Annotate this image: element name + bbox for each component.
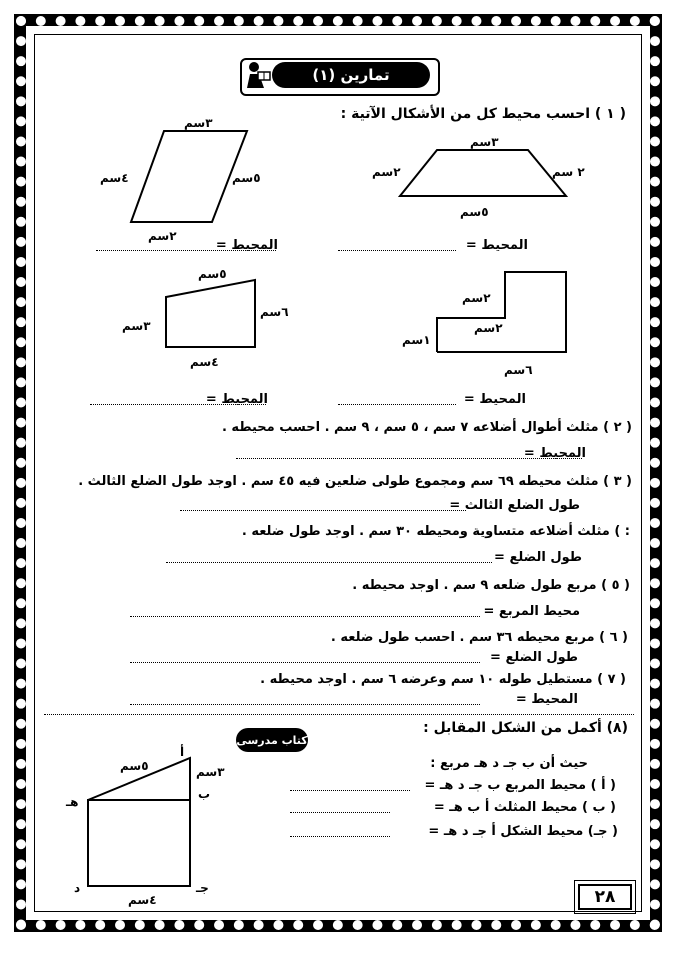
trapezoid-left-label: ٢سم [372, 165, 401, 179]
lshape-perimeter-label: المحيط = [463, 392, 526, 407]
vertex-a-label: أ [180, 745, 185, 759]
trapezoid-right-label: ٢ سم [552, 165, 585, 179]
page-title: تمارين (١) [272, 62, 430, 88]
parallelogram-top-label: ٣سم [184, 116, 213, 130]
q4-answer-line [166, 562, 492, 563]
parallelogram-right-label: ٥سم [232, 171, 261, 185]
q8-heading: (٨) أكمل من الشكل المقابل : [423, 720, 628, 736]
q5-answer-line [130, 616, 480, 617]
quad-top-label: ٥سم [198, 267, 227, 281]
q6-answer-line [130, 662, 480, 663]
q2-answer-line [236, 458, 582, 459]
trapezoid-shape [400, 150, 566, 196]
q6-answer-label: طول الضلع = [490, 650, 578, 665]
parallelogram-bottom-label: ٢سم [148, 229, 177, 243]
q8-given: حيث أن ب جـ د هـ مربع : [430, 756, 588, 771]
quad-answer-line [90, 404, 266, 405]
trapezoid-perimeter-label: المحيط = [465, 238, 528, 253]
q3-text: ( ٣ ) مثلث محيطه ٦٩ سم ومجموع طولى ضلعين فيه ٤٥ سم . اوجد طول الضلع الثالث . [78, 474, 632, 489]
parallelogram-perimeter-label: المحيط = [215, 238, 278, 253]
lshape-bottom-label: ٦سم [504, 363, 533, 377]
quad-perimeter-label: المحيط = [205, 392, 268, 407]
q7-answer-label: المحيط = [515, 692, 578, 707]
quad-bottom-label: ٤سم [190, 355, 219, 369]
trapezoid-answer-line [338, 250, 456, 251]
page-number: ٢٨ [578, 884, 632, 910]
q2-text: ( ٢ ) مثلث أطوال أضلاعه ٧ سم ، ٥ سم ، ٩ سم . احسب محيطه . [221, 420, 632, 435]
l-shape [437, 272, 566, 352]
q4-answer-label: طول الضلع = [494, 550, 582, 565]
trapezoid-bottom-label: ٥سم [460, 205, 489, 219]
q1-figures [0, 0, 678, 400]
q5-answer-label: محيط المربع = [483, 604, 580, 619]
section-divider [44, 714, 634, 715]
quad-left-label: ٣سم [122, 319, 151, 333]
quad-shape [166, 280, 255, 347]
q8-part-c: ( جـ) محيط الشكل أ جـ د هـ = [428, 824, 618, 839]
q6-text: ( ٦ ) مربع محيطه ٣٦ سم . احسب طول ضلعه . [330, 630, 628, 645]
hyp-label: ٥سم [120, 759, 149, 773]
q8-part-a: ( أ ) محيط المربع ب جـ د هـ = [424, 778, 616, 793]
side-label: ٣سم [196, 765, 225, 779]
q2-answer-label: المحيط = [523, 446, 586, 461]
lshape-left-label: ١سم [402, 333, 431, 347]
vertex-b-label: ب [198, 787, 211, 801]
q8-figure [0, 740, 300, 920]
q4-text: : ) مثلث أضلاعه متساوية ومحيطه ٣٠ سم . اوجد طول ضلعه . [241, 524, 630, 539]
lshape-top-label: ٢سم [462, 291, 491, 305]
parallelogram-left-label: ٤سم [100, 171, 129, 185]
q8-c-answer-line [290, 836, 390, 837]
parallelogram-shape [131, 131, 247, 222]
q8-part-b: ( ب ) محيط المثلث أ ب هـ = [433, 800, 616, 815]
lshape-middle-label: ٢سم [474, 321, 503, 335]
q8-a-answer-line [290, 790, 410, 791]
q1-heading: ( ١ ) احسب محيط كل من الأشكال الآتية : [340, 106, 626, 122]
vertex-d-label: د [74, 881, 81, 895]
vertex-h-label: هـ [66, 795, 79, 809]
school-book-badge: كتاب مدرسى [236, 728, 308, 752]
trapezoid-top-label: ٣سم [470, 135, 499, 149]
q5-text: ( ٥ ) مربع طول ضلعه ٩ سم . اوجد محيطه . [352, 578, 630, 593]
quad-right-label: ٦سم [260, 305, 289, 319]
bottom-label: ٤سم [128, 893, 157, 907]
q3-answer-line [180, 510, 466, 511]
q8-b-answer-line [290, 812, 390, 813]
q3-answer-label: طول الضلع الثالث = [449, 498, 580, 513]
q7-text: ( ٧ ) مستطيل طوله ١٠ سم وعرضه ٦ سم . اوجد محيطه . [260, 672, 626, 687]
q7-answer-line [130, 704, 480, 705]
vertex-c-label: جـ [196, 881, 209, 895]
lshape-answer-line [338, 404, 456, 405]
parallelogram-answer-line [96, 250, 276, 251]
square-bcdh [88, 800, 190, 886]
